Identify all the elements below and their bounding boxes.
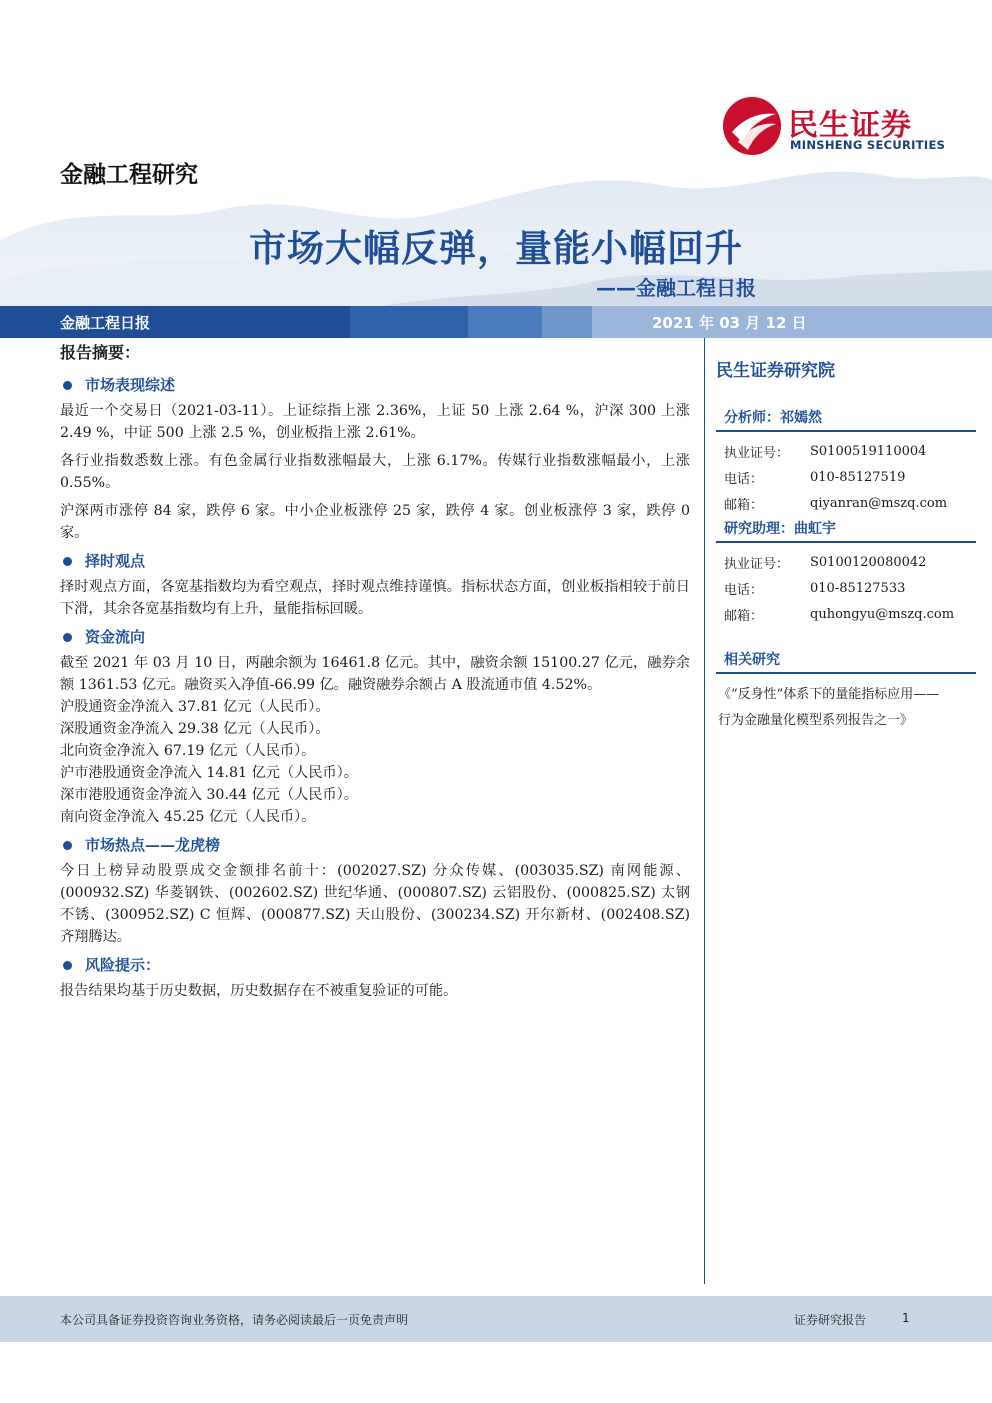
footer-disclaimer: 本公司具备证券投资咨询业务资格，请务必阅读最后一页免责声明 bbox=[60, 1313, 409, 1327]
header-band bbox=[0, 306, 992, 338]
report-category: 金融工程研究 bbox=[60, 162, 198, 188]
flow-line: 深股通资金净流入 29.38 亿元（人民币）。 bbox=[60, 721, 330, 737]
analyst-heading: 分析师：祁嫣然 bbox=[716, 405, 976, 432]
band-report-name: 金融工程日报 bbox=[60, 314, 151, 332]
section-heading: 风险提示： bbox=[60, 954, 690, 976]
bullet-icon bbox=[63, 633, 72, 642]
band-report-date: 2021 年 03 月 12 日 bbox=[652, 314, 807, 332]
report-title: 市场大幅反弹，量能小幅回升 bbox=[249, 227, 743, 270]
bullet-icon bbox=[63, 841, 72, 850]
flow-line: 深市港股通资金净流入 30.44 亿元（人民币）。 bbox=[60, 787, 358, 803]
abstract-title: 报告摘要： bbox=[60, 343, 141, 362]
bullet-icon bbox=[63, 557, 72, 566]
flow-line: 南向资金净流入 45.25 亿元（人民币）。 bbox=[60, 809, 316, 825]
section-heading: 市场表现综述 bbox=[60, 374, 690, 396]
paragraph: 最近一个交易日（2021-03-11）。上证综指上涨 2.36%，上证 50 上涨 2.64 %，沪深 300 上涨 2.49 %，中证 500 上涨 2.5 %，创业板指上涨 2.61%。 bbox=[60, 403, 690, 441]
page-footer bbox=[0, 1296, 992, 1342]
brand-logo bbox=[722, 96, 952, 158]
institute-name: 民生证券研究院 bbox=[716, 361, 835, 381]
flow-line: 北向资金净流入 67.19 亿元（人民币）。 bbox=[60, 743, 316, 759]
analyst-row: 邮箱： quhongyu@mszq.com bbox=[724, 606, 955, 624]
section-heading: 市场热点——龙虎榜 bbox=[60, 834, 690, 856]
paragraph: 择时观点方面，各宽基指数均为看空观点，择时观点维持谨慎。指标状态方面，创业板指相较于前日下滑，其余各宽基指数均有上升，量能指标回暖。 bbox=[60, 579, 690, 617]
related-research-heading: 相关研究 bbox=[716, 647, 976, 674]
flow-line: 沪股通资金净流入 37.81 亿元（人民币）。 bbox=[60, 699, 330, 715]
sidebar bbox=[716, 356, 976, 734]
page-number: 1 bbox=[902, 1311, 910, 1325]
analyst-row: 电话： 010-85127533 bbox=[724, 580, 906, 598]
paragraph: 各行业指数悉数上涨。有色金属行业指数涨幅最大，上涨 6.17%。传媒行业指数涨幅最小，上涨 0.55%。 bbox=[60, 453, 690, 491]
assistant-heading: 研究助理：曲虹宇 bbox=[716, 516, 976, 543]
analyst-row: 邮箱： qiyanran@mszq.com bbox=[724, 495, 948, 513]
section-heading: 择时观点 bbox=[60, 550, 690, 572]
abstract-column bbox=[60, 342, 690, 1008]
footer-report-type: 证券研究报告 bbox=[794, 1313, 867, 1327]
report-subtitle: ——金融工程日报 bbox=[596, 276, 756, 300]
section-heading: 资金流向 bbox=[60, 626, 690, 648]
bullet-icon bbox=[63, 961, 72, 970]
paragraph: 沪深两市涨停 84 家，跌停 6 家。中小企业板涨停 25 家，跌停 4 家。创业板涨停 3 家，跌停 0 家。 bbox=[60, 503, 690, 541]
related-research-link[interactable]: 行为金融量化模型系列报告之一》 bbox=[718, 713, 914, 728]
paragraph: 截至 2021 年 03 月 10 日，两融余额为 16461.8 亿元。其中，融资余额 15100.27 亿元，融券余额 1361.53 亿元。融资买入净值-66.99 亿。融资融券余额占 A 股流通市值 4.52%。 bbox=[60, 655, 690, 693]
analyst-row: 执业证号： S0100120080042 bbox=[724, 554, 927, 572]
column-divider bbox=[704, 338, 705, 1284]
logo-mark-icon bbox=[722, 96, 782, 156]
paragraph: 今日上榜异动股票成交金额排名前十：(002027.SZ) 分众传媒、(003035.SZ) 南网能源、(000932.SZ) 华菱钢铁、(002602.SZ) 世纪华通、(000807.SZ) 云铝股份、(000825.SZ) 太钢不锈、(300952.SZ) C 恒辉、(000877.SZ) 天山股份、(300234.SZ) 开尔新材、(002408.SZ) 齐翔腾达。 bbox=[60, 863, 690, 945]
logo-text-cn: 民生证券 bbox=[788, 108, 912, 143]
bullet-icon bbox=[63, 381, 72, 390]
analyst-row: 执业证号： S0100519110004 bbox=[724, 443, 927, 461]
paragraph: 报告结果均基于历史数据，历史数据存在不被重复验证的可能。 bbox=[60, 983, 458, 999]
related-research-link[interactable]: 《“反身性”体系下的量能指标应用—— bbox=[718, 687, 940, 702]
logo-text-en: MINSHENG SECURITIES bbox=[790, 138, 946, 152]
flow-line: 沪市港股通资金净流入 14.81 亿元（人民币）。 bbox=[60, 765, 358, 781]
analyst-row: 电话： 010-85127519 bbox=[724, 469, 906, 487]
